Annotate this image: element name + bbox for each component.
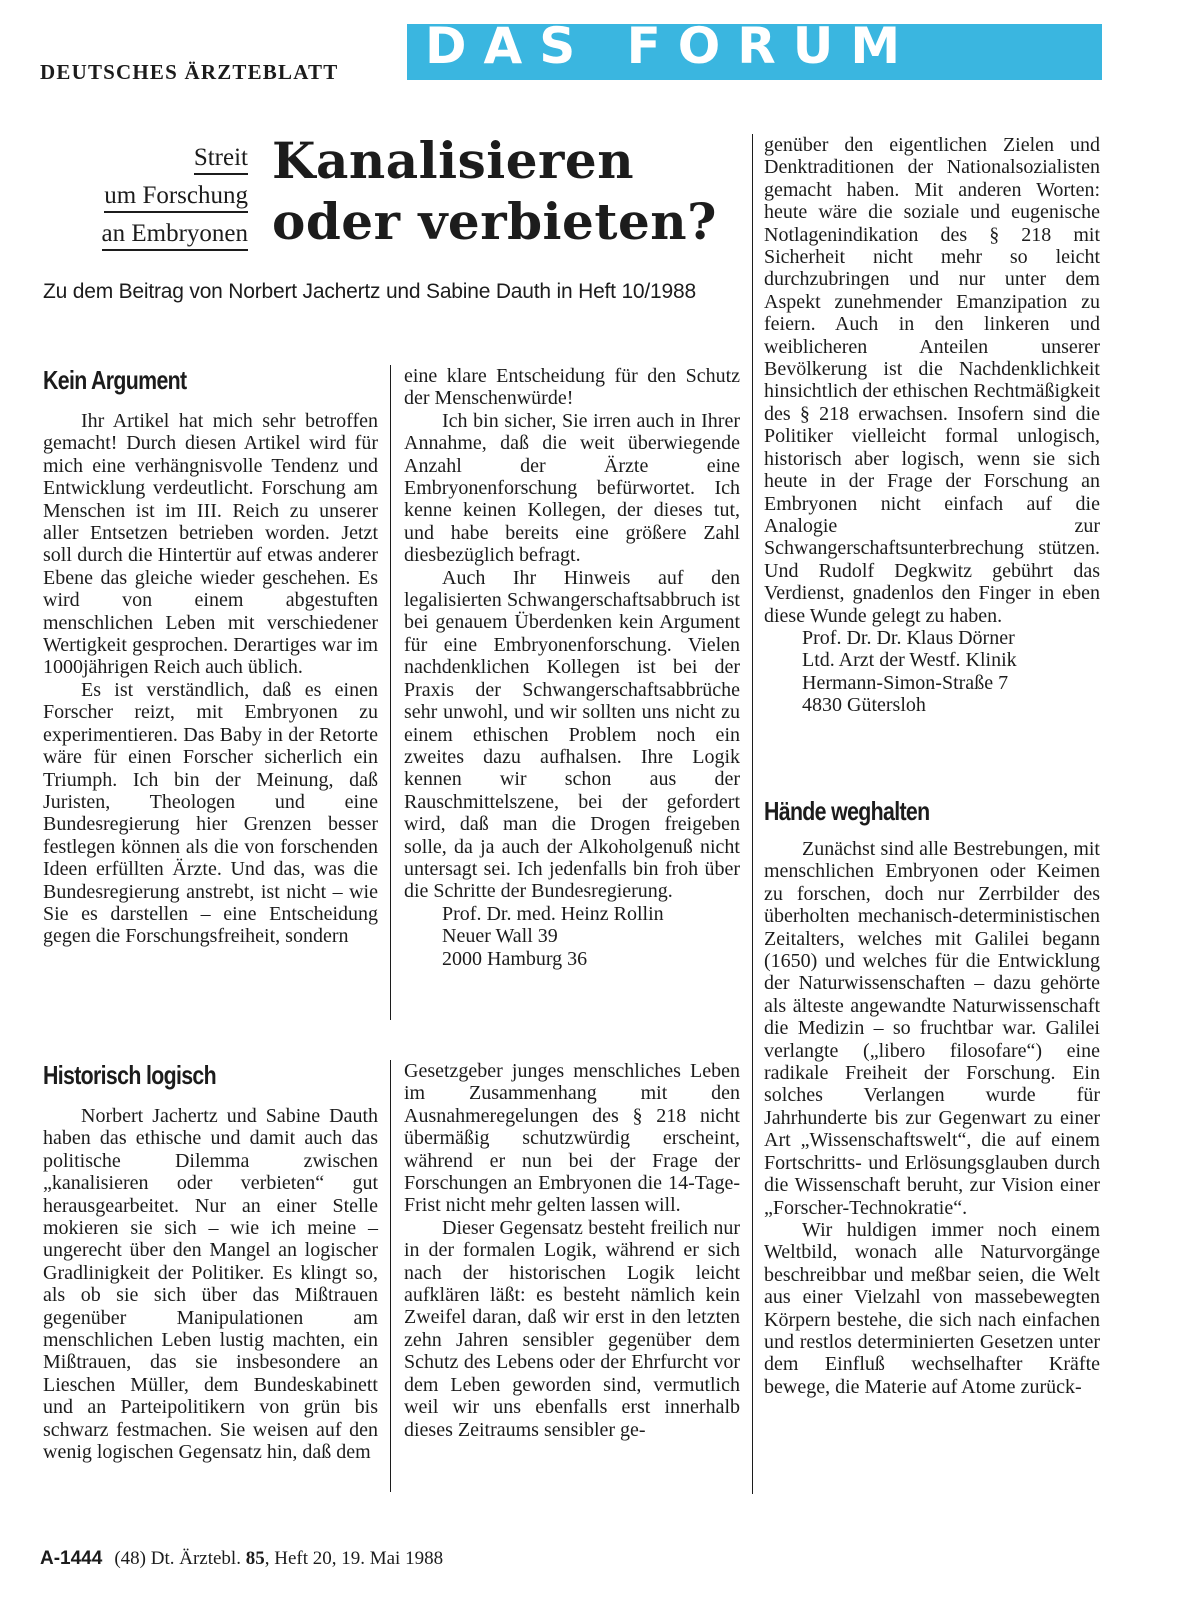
kicker-line-3: an Embryonen (102, 218, 248, 251)
paragraph: Es ist verständlich, daß es einen Forscher reizt, mit Embryonen zu experimentieren. Das Baby in der Retorte wäre für einen Forscher sicherlich ein Triumph. Ich bin der Meinung, daß Juristen, Theologen und eine Bundesregierung hier Grenzen besser festlegen können als die von forschenden Ideen erfüllten Ärzte. Und das, was die Bundesregierung anstrebt, ist nicht – wie Sie es darstellen – eine Entscheidung gegen die Forschungsfreiheit, sondern (43, 678, 378, 948)
section-heading-kein-argument: Kein Argument (43, 365, 187, 395)
kicker (102, 140, 248, 254)
headline-line-2: oder verbieten? (272, 192, 717, 251)
headline (272, 130, 717, 252)
paragraph: Ihr Artikel hat mich sehr betroffen gemacht! Durch diesen Artikel wird für mich eine verhängnisvolle Tendenz und Entwicklung verdeutlicht. Forschung am Menschen ist im III. Reich zu unserer aller Entsetzen betrieben worden. Jetzt soll durch die Hintertür auf etwas anderer Ebene das gleiche wieder geschehen. Es wird von einem abgestuften menschlichen Leben mit verschiedener Wertigkeit gesprochen. Derartiges war im 1000jährigen Reich auch üblich. (43, 410, 378, 679)
signature-city: 4830 Gütersloh (802, 694, 926, 717)
signature-name: Prof. Dr. med. Heinz Rollin (442, 902, 664, 925)
section-banner-title: DAS FORUM (425, 17, 918, 75)
paragraph: Dieser Gegensatz besteht freilich nur in der formalen Logik, während er sich nach der historischen Logik leicht aufklären läßt: es besteht nämlich kein Zweifel daran, daß wir erst in den letzten zehn Jahren sensibler gegenüber dem Schutz des Lebens oder der Ehrfurcht vor dem Leben geworden sind, vermutlich weil wir uns ebenfalls erst innerhalb dieses Zeitraums sensibler ge- (404, 1216, 740, 1441)
volume-number: 85 (245, 1548, 265, 1569)
section-heading-historisch-logisch: Historisch logisch (43, 1060, 217, 1090)
letter2-column-2 (404, 1060, 740, 1441)
paragraph: Wir huldigen immer noch einem Weltbild, wonach alle Naturvorgänge beschreibbar und meßbar seien, die Welt aus einer Vielzahl von massebewegten Körpern bestehe, die sich nach einfachen und restlos determinierten Gesetzen unter dem Einfluß wechselhafter Kräfte bewege, die Materie auf Atome zurück- (764, 1218, 1100, 1398)
journal-name: DEUTSCHES ÄRZTEBLATT (40, 60, 339, 84)
letter3-column (764, 838, 1100, 1398)
kicker-line-2: um Forschung (104, 180, 248, 213)
paragraph: Ich bin sicher, Sie irren auch in Ihrer Annahme, daß die weit überwiegende Anzahl der Ärzte eine Embryonenforschung befürwortet. Ich kenne keinen Kollegen, der dieses tut, und habe bereits eine größere Zahl diesbezüglich befragt. (404, 409, 740, 567)
section-heading-haende-weghalten: Hände weghalten (764, 796, 930, 826)
citation-prefix: (48) Dt. Ärztebl. (114, 1548, 246, 1569)
letter2-column-3 (764, 134, 1100, 717)
signature-city: 2000 Hamburg 36 (442, 947, 588, 970)
subtitle: Zu dem Beitrag von Norbert Jachertz und Sabine Dauth in Heft 10/1988 (43, 280, 696, 303)
citation-suffix: , Heft 20, 19. Mai 1988 (264, 1548, 444, 1569)
kicker-line-1: Streit (194, 142, 248, 175)
signature-street: Neuer Wall 39 (442, 925, 558, 948)
paragraph: genüber den eigentlichen Zielen und Denktraditionen der Nationalsozialisten gemacht haben. Mit anderen Worten: heute wäre die soziale und eugenische Notlagenindikation des § 218 mit Sicherheit nicht mehr so leicht durchzubringen und nur unter dem Aspekt zunehmender Emanzipation zu feiern. Auch in den linkeren und weiblicheren Anteilen unserer Bevölkerung ist die Nachdenklichkeit hinsichtlich der ethischen Rechtmäßigkeit des § 218 erwachsen. Insofern sind die Politiker vielleicht formal unlogisch, historisch aber logisch, wenn sie sich heute in der Frage der Forschung an Embryonen nicht einfach auf die Analogie zur Schwangerschaftsunterbrechung stützen. Und Rudolf Degkwitz gebührt das Verdienst, gnadenlos den Finger in eben diese Wunde gelegt zu haben. (764, 134, 1101, 627)
column-rule (390, 1060, 391, 1492)
signature-street: Hermann-Simon-Straße 7 (802, 671, 1009, 694)
letter1-column-1 (43, 410, 378, 948)
paragraph: Norbert Jachertz und Sabine Dauth haben das ethische und damit auch das politische Dilemma zwischen „kanalisieren oder verbieten“ gut herausgearbeitet. Nur an einer Stelle mokieren sie sich – wie ich meine – ungerecht über den Mangel an logischer Gradlinigkeit der Politiker. Es klingt so, als ob sie sich über das Mißtrauen gegenüber Manipulationen am menschlichen Leben lustig machten, ein Mißtrauen, das sie insbesondere an Lieschen Müller, dem Bundeskabinett und an Parteipolitikern von grün bis schwarz festmachen. Sie weisen auf den wenig logischen Gegensatz hin, daß dem (43, 1105, 378, 1464)
paragraph: Auch Ihr Hinweis auf den legalisierten Schwangerschaftsabbruch ist bei genauem Überdenken kein Argument für eine Embryonenforschung. Vielen nachdenklichen Kollegen ist bei der Praxis der Schwangerschaftsabbrüche sehr unwohl, und wir sollten uns nicht zu einem ethischen Problem noch ein zweites dazu aufhalsen. Ihre Logik kennen wir schon aus der Rauschmittelszene, bei der gefordert wird, daß man die Drogen freigeben solle, da ja auch der Alkoholgenuß nicht untersagt sei. Ich jedenfalls bin froh über die Schritte der Bundesregierung. (404, 566, 740, 903)
page-number: A-1444 (40, 1548, 103, 1569)
letter2-column-1 (43, 1105, 378, 1464)
paragraph: Zunächst sind alle Bestrebungen, mit menschlichen Embryonen oder Keimen zu forschen, doch nur Zerrbilder des überholten mechanisch-deterministischen Zeitalters, welches mit Galilei begann (1650) und welches für die Entwicklung der Naturwissenschaften – dazu gehörte als älteste angewandte Naturwissenschaft die Medizin – so fruchtbar war. Galilei verlangte („libero filosofare“) eine radikale Freiheit der Forschung. Ein solches Verlangen wurde für Jahrhunderte bis zur Gegenwart zu einer Art „Wissenschaftswelt“, die auf einem Fortschritts- und Erlösungsglauben durch die Wissenschaft beruht, zur Vision einer „Forscher-Technokratie“. (764, 838, 1100, 1219)
signature-name: Prof. Dr. Dr. Klaus Dörner (802, 626, 1015, 649)
signature-affiliation: Ltd. Arzt der Westf. Klinik (802, 649, 1017, 672)
letter1-column-2 (404, 365, 740, 970)
headline-line-1: Kanalisieren (272, 131, 635, 190)
page-footer (40, 1548, 443, 1570)
paragraph: eine klare Entscheidung für den Schutz der Menschenwürde! (404, 365, 740, 410)
paragraph: Gesetzgeber junges menschliches Leben im Zusammenhang mit den Ausnahmeregelungen des § 218 nicht übermäßig schutzwürdig erscheint, während er nun bei der Frage der Forschungen an Embryonen die 14-Tage-Frist nicht mehr gelten lassen will. (404, 1060, 740, 1217)
column-rule (390, 365, 391, 1020)
column-rule (752, 134, 753, 1494)
